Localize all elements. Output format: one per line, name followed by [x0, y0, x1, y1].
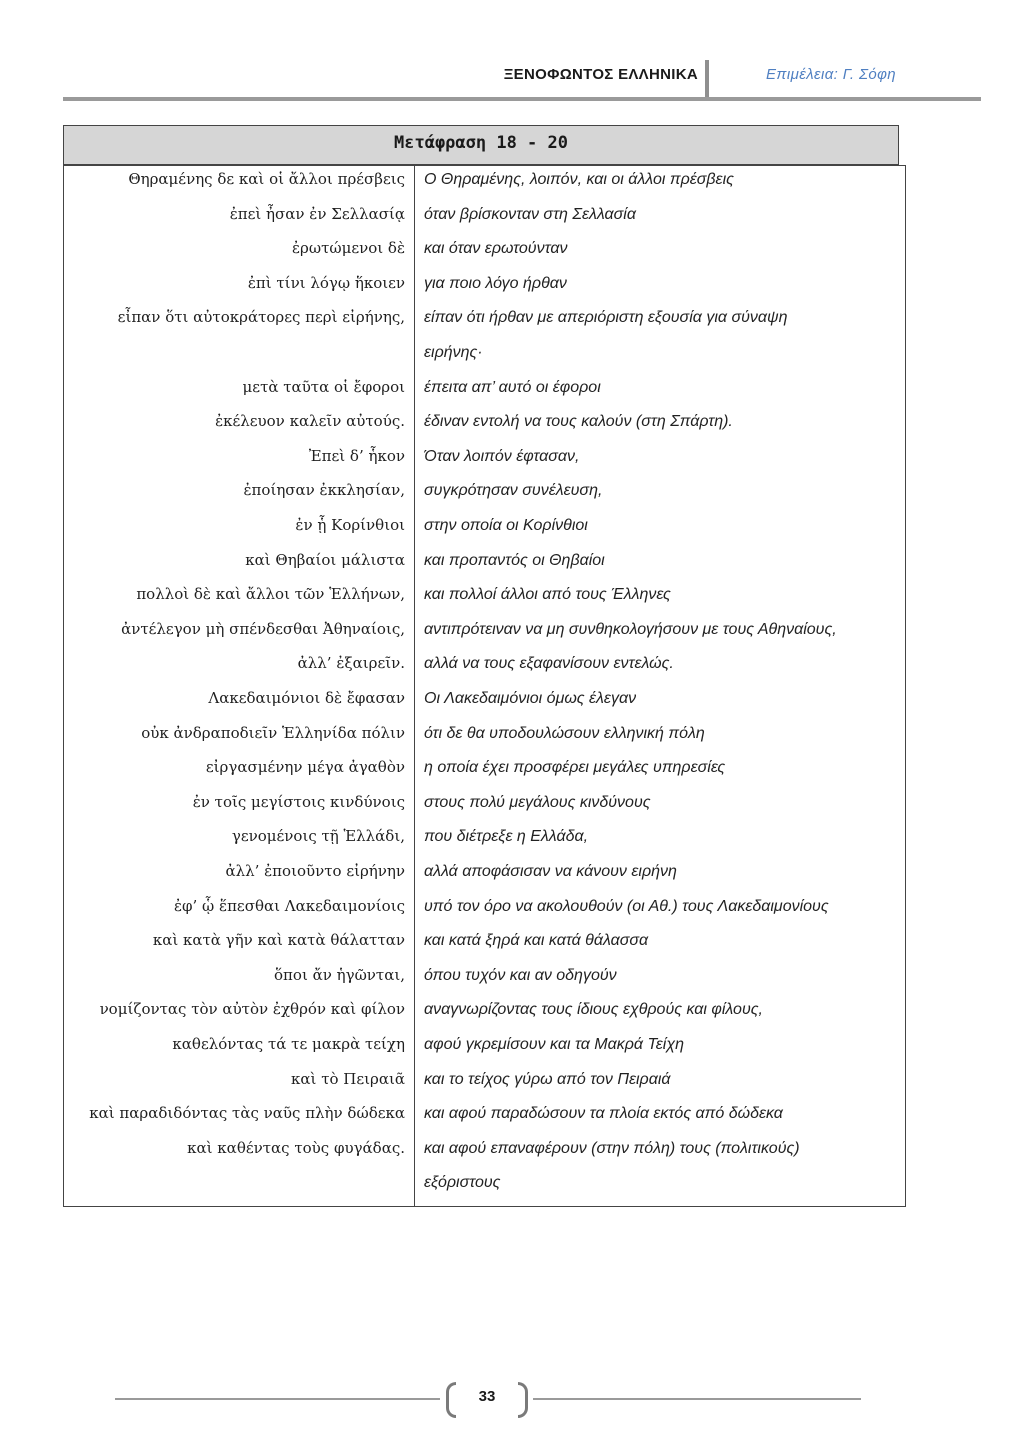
table-row: [63, 162, 906, 197]
translation-text: αναγνωρίζοντας τους ίδιους εχθρούς και φίλους,: [424, 1001, 763, 1019]
greek-text: ἐρωτώμενοι δὲ: [291, 239, 405, 258]
translation-text: όταν βρίσκονταν στη Σελλασία: [424, 205, 636, 223]
greek-text: ἐπεὶ ἦσαν ἐν Σελλασίᾳ: [229, 204, 405, 223]
translation-text: η οποία έχει προσφέρει μεγάλες υπηρεσίες: [424, 759, 726, 777]
greek-text: Θηραμένης δε καὶ οἱ ἄλλοι πρέσβεις: [128, 170, 405, 188]
table-row: [63, 681, 906, 716]
translation-text: εξόριστους: [424, 1174, 501, 1192]
greek-text: ἀλλ’ ἐξαιρεῖν.: [297, 654, 405, 673]
greek-text: ἐν ᾗ Κορίνθιοι: [295, 516, 405, 534]
table-row: [63, 473, 906, 508]
translation-text: αντιπρότειναν να μη συνθηκολογήσουν με τους Αθηναίους,: [424, 620, 837, 638]
table-row: [63, 404, 906, 439]
table-row: [63, 508, 906, 543]
table-row: [63, 992, 906, 1027]
table-row: [63, 854, 906, 889]
translation-text: αφού γκρεμίσουν και τα Μακρά Τείχη: [424, 1036, 684, 1053]
translation-text: στους πολύ μεγάλους κινδύνους: [424, 793, 651, 811]
table-row: [63, 370, 906, 405]
translation-text: έδιναν εντολή να τους καλούν (στη Σπάρτη).: [424, 413, 733, 431]
greek-text: μετὰ ταῦτα οἱ ἔφοροι: [242, 377, 405, 396]
table-row: [63, 612, 906, 647]
translation-text: στην οποία οι Κορίνθιοι: [424, 517, 588, 534]
page-bracket-right: [518, 1382, 528, 1418]
greek-text: καὶ τὸ Πειραιᾶ: [291, 1069, 405, 1088]
greek-text: καὶ Θηβαίοι μάλιστα: [245, 550, 405, 569]
table-row: [63, 1131, 906, 1166]
greek-text: ἀλλ’ ἐποιοῦντο εἰρήνην: [225, 862, 405, 880]
table-row: [63, 231, 906, 266]
greek-text: καὶ καθέντας τοὺς φυγάδας.: [187, 1138, 405, 1157]
translation-text: συγκρότησαν συνέλευση,: [424, 482, 603, 500]
table-row: [63, 577, 906, 612]
table-row: [63, 819, 906, 854]
translation-text: που διέτρεξε η Ελλάδα,: [424, 828, 589, 846]
translation-text: και το τείχος γύρω από τον Πειραιά: [424, 1070, 671, 1088]
greek-text: Ἐπεὶ δ’ ἧκον: [308, 446, 405, 465]
translation-text: και πολλοί άλλοι από τους Έλληνες: [424, 586, 671, 604]
greek-text: ἐποίησαν ἐκκλησίαν,: [243, 481, 405, 500]
greek-text: εἶπαν ὅτι αὐτοκράτορες περὶ εἰρήνης,: [117, 308, 405, 327]
translation-text: και κατά ξηρά και κατά θάλασσα: [424, 932, 649, 950]
translation-text: αλλά αποφάσισαν να κάνουν ειρήνη: [424, 863, 677, 880]
page-number: 33: [478, 1388, 496, 1405]
translation-text: και αφού παραδώσουν τα πλοία εκτός από δώδεκα: [424, 1105, 783, 1123]
greek-text: οὐκ ἀνδραποδιεῖν Ἑλληνίδα πόλιν: [141, 723, 405, 742]
translation-text: αλλά να τους εξαφανίσουν εντελώς.: [424, 655, 674, 673]
page-bracket-left: [446, 1382, 456, 1418]
greek-text: καὶ παραδιδόντας τὰς ναῦς πλὴν δώδεκα: [89, 1104, 405, 1123]
translation-text: έπειτα απ’ αυτό οι έφοροι: [424, 378, 601, 396]
header-title: ΞΕΝΟΦΩΝΤΟΣ ΕΛΛΗΝΙΚΑ: [503, 66, 698, 83]
greek-text: ἐπὶ τίνι λόγῳ ἥκοιεν: [247, 273, 405, 292]
table-row: [63, 1096, 906, 1131]
table-row: [63, 1027, 906, 1062]
greek-text: ἐν τοῖς μεγίστοις κινδύνοις: [192, 792, 405, 811]
translation-text: και αφού επαναφέρουν (στην πόλη) τους (πολιτικούς): [424, 1139, 800, 1157]
table-row: [63, 785, 906, 820]
greek-text: ἀντέλεγον μὴ σπένδεσθαι Ἀθηναίοις,: [121, 619, 405, 638]
translation-text: και προπαντός οι Θηβαίοι: [424, 551, 605, 569]
table-row: [63, 716, 906, 751]
translation-text: όπου τυχόν και αν οδηγούν: [424, 966, 617, 984]
table-row: [63, 543, 906, 578]
table-row: [63, 335, 906, 370]
greek-text: γενομένοις τῇ Ἑλλάδι,: [231, 827, 405, 846]
table-row: [63, 923, 906, 958]
translation-text: Όταν λοιπόν έφτασαν,: [424, 447, 580, 465]
greek-text: νομίζοντας τὸν αὐτὸν ἐχθρόν καὶ φίλον: [99, 1000, 405, 1019]
table-row: [63, 889, 906, 924]
table-row: [63, 197, 906, 232]
greek-text: ὅποι ἄν ἡγῶνται,: [274, 965, 405, 984]
translation-text: και όταν ερωτούνταν: [424, 240, 568, 258]
translation-text: είπαν ότι ήρθαν με απεριόριστη εξουσία για σύναψη: [424, 309, 788, 327]
table-row: [63, 750, 906, 785]
footer-rule-left: [115, 1398, 440, 1400]
header-divider: [705, 60, 709, 98]
greek-text: Λακεδαιμόνιοι δὲ ἔφασαν: [208, 689, 405, 707]
table-row: [63, 1062, 906, 1097]
translation-text: ειρήνης·: [424, 344, 483, 361]
greek-text: πολλοὶ δὲ καὶ ἄλλοι τῶν Ἑλλήνων,: [136, 585, 405, 604]
table-row: [63, 1165, 906, 1200]
translation-text: ότι δε θα υποδουλώσουν ελληνική πόλη: [424, 724, 705, 742]
greek-text: καθελόντας τά τε μακρὰ τείχη: [172, 1035, 405, 1053]
section-title: Μετάφραση 18 - 20: [63, 125, 899, 165]
table-row: [63, 439, 906, 474]
greek-text: καὶ κατὰ γῆν καὶ κατὰ θάλατταν: [152, 931, 405, 950]
translation-text: Οι Λακεδαιμόνιοι όμως έλεγαν: [424, 690, 637, 707]
table-row: [63, 646, 906, 681]
header-editor: Επιμέλεια: Γ. Σόφη: [766, 66, 897, 83]
header-rule: [63, 97, 981, 101]
greek-text: ἐκέλευον καλεῖν αὐτούς.: [215, 412, 405, 431]
translation-text: Ο Θηραμένης, λοιπόν, και οι άλλοι πρέσβεις: [424, 171, 734, 188]
table-row: [63, 266, 906, 301]
greek-text: ἐφ’ ᾧ ἕπεσθαι Λακεδαιμονίοις: [173, 896, 405, 915]
table-row: [63, 958, 906, 993]
translation-text: για ποιο λόγο ήρθαν: [424, 274, 567, 292]
table-row: [63, 300, 906, 335]
greek-text: εἰργασμένην μέγα ἀγαθὸν: [205, 758, 405, 777]
footer-rule-right: [533, 1398, 861, 1400]
translation-text: υπό τον όρο να ακολουθούν (οι Αθ.) τους Λακεδαιμονίους: [424, 897, 829, 915]
